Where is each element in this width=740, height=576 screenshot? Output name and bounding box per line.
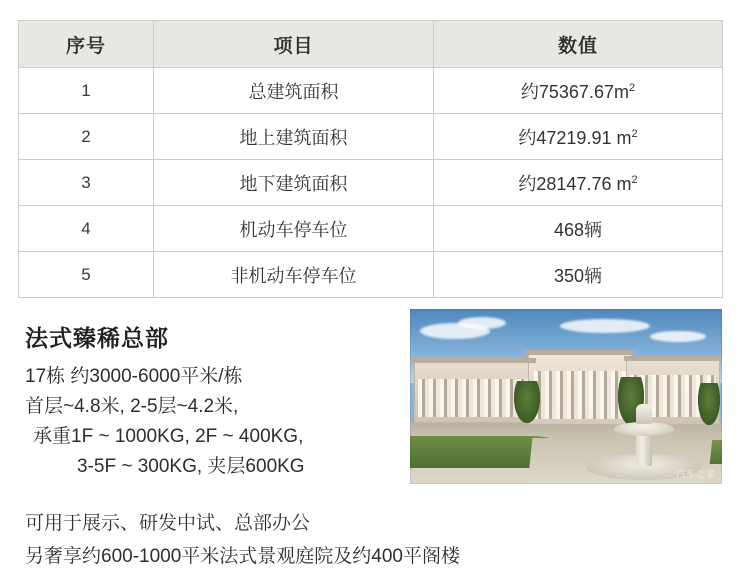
- usage-line: 可用于展示、研发中试、总部办公: [25, 513, 311, 534]
- section-title: 法式臻稀总部: [25, 325, 169, 351]
- usage-line: 另奢享约600-1000平米法式景观庭院及约400平阁楼: [25, 546, 460, 567]
- table-row: [19, 160, 723, 206]
- cloud-shape: [650, 331, 706, 342]
- fountain-stem: [636, 432, 652, 466]
- cell-index: 4: [19, 206, 154, 252]
- roof-line: [526, 350, 634, 355]
- cell-index: 2: [19, 114, 154, 160]
- table-header-row: [19, 21, 723, 68]
- column-header-item: 项目: [154, 21, 434, 68]
- building-photo: [410, 309, 722, 484]
- specifications-table: [18, 20, 723, 298]
- description-section: [0, 300, 740, 576]
- spec-lines: [25, 362, 415, 482]
- cell-value-number: 约75367.67: [520, 81, 614, 102]
- cell-index: 5: [19, 252, 154, 298]
- spec-line: 首层~4.8米, 2-5层~4.2米,: [25, 396, 239, 417]
- cell-value-number: 约47219.91: [518, 127, 617, 148]
- table-row: [19, 206, 723, 252]
- spec-line: 3-5F ~ 300KG, 夹层600KG: [77, 456, 305, 477]
- colonnade: [418, 379, 528, 417]
- cell-value: [434, 68, 723, 114]
- cell-value: 468辆: [434, 206, 723, 252]
- cell-value-unit: m: [616, 173, 632, 194]
- cell-value-unit: m: [616, 127, 632, 148]
- table-row: [19, 252, 723, 298]
- cell-item: 机动车停车位: [154, 206, 434, 252]
- cloud-shape: [458, 317, 506, 329]
- column-header-index: 序号: [19, 21, 154, 68]
- cell-value: 350辆: [434, 252, 723, 298]
- cell-item: 地下建筑面积: [154, 160, 434, 206]
- table-row: [19, 114, 723, 160]
- fountain-top: [636, 404, 652, 424]
- roof-line: [412, 358, 536, 363]
- cell-index: 3: [19, 160, 154, 206]
- photo-watermark: 汽车之家: [675, 469, 716, 479]
- fountain-bowl: [614, 422, 674, 436]
- cell-value: [434, 160, 723, 206]
- cell-item: 地上建筑面积: [154, 114, 434, 160]
- cell-index: 1: [19, 68, 154, 114]
- usage-lines: [25, 507, 725, 573]
- spec-line: 承重1F ~ 1000KG, 2F ~ 400KG,: [33, 426, 304, 447]
- tree-shape: [698, 383, 720, 425]
- column-header-value: 数值: [434, 21, 723, 68]
- cell-value-unit: m: [613, 81, 629, 102]
- colonnade: [534, 371, 626, 419]
- cell-value-exponent: 2: [628, 81, 636, 94]
- table-row: [19, 68, 723, 114]
- cell-value-exponent: 2: [631, 127, 638, 140]
- cell-item: 非机动车停车位: [154, 252, 434, 298]
- cell-item: 总建筑面积: [154, 68, 434, 114]
- roof-line: [624, 356, 722, 361]
- cell-value-exponent: 2: [631, 173, 638, 186]
- tree-shape: [514, 381, 540, 423]
- cell-value-number: 约28147.76: [518, 173, 617, 194]
- cell-value: [434, 114, 723, 160]
- cloud-shape: [560, 319, 650, 333]
- spec-line: 17栋 约3000-6000平米/栋: [25, 366, 243, 387]
